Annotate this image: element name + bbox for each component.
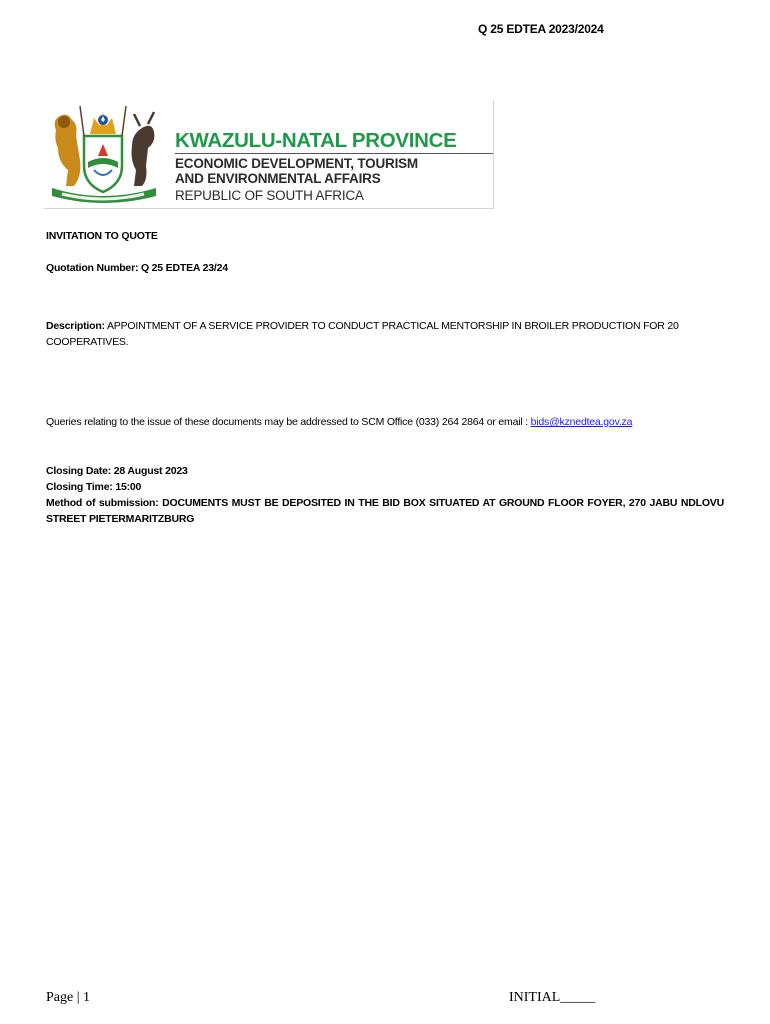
document-title: INVITATION TO QUOTE xyxy=(46,230,158,242)
queries-text: Queries relating to the issue of these documents may be addressed to SCM Office (033) 264 2864 or email : xyxy=(46,416,528,428)
department-logo xyxy=(44,100,494,209)
republic-name: REPUBLIC OF SOUTH AFRICA xyxy=(175,188,364,203)
quotation-number-label: Quotation Number: xyxy=(46,262,139,274)
department-name xyxy=(175,156,418,186)
submission-method: Method of submission: DOCUMENTS MUST BE DEPOSITED IN THE BID BOX SITUATED AT GROUND FLOOR FOYER, 270 JABU NDLOVU STREET PIETERMARITZBURG xyxy=(46,497,724,525)
province-title: KWAZULU-NATAL PROVINCE xyxy=(175,129,457,152)
kzn-coat-of-arms-icon xyxy=(44,100,162,208)
quotation-number-value: Q 25 EDTEA 23/24 xyxy=(140,262,228,274)
description xyxy=(46,318,726,350)
queries-contact xyxy=(46,414,726,430)
department-name-line2: AND ENVIRONMENTAL AFFAIRS xyxy=(175,171,381,186)
description-value: APPOINTMENT OF A SERVICE PROVIDER TO CONDUCT PRACTICAL MENTORSHIP IN BROILER PRODUCTION FOR 20 COOPERATIVES. xyxy=(46,320,679,348)
logo-divider xyxy=(175,153,493,154)
queries-email-link[interactable]: bids@kznedtea.gov.za xyxy=(530,416,633,428)
closing-date: Closing Date: 28 August 2023 xyxy=(46,465,188,477)
quotation-number xyxy=(46,260,228,276)
footer-page-number: Page | 1 xyxy=(46,990,91,1005)
department-name-line1: ECONOMIC DEVELOPMENT, TOURISM xyxy=(175,156,418,171)
footer-initial: INITIAL_____ xyxy=(509,990,596,1005)
closing-time: Closing Time: 15:00 xyxy=(46,481,142,493)
description-label: Description: xyxy=(46,320,105,332)
page-header-reference: Q 25 EDTEA 2023/2024 xyxy=(478,22,604,36)
